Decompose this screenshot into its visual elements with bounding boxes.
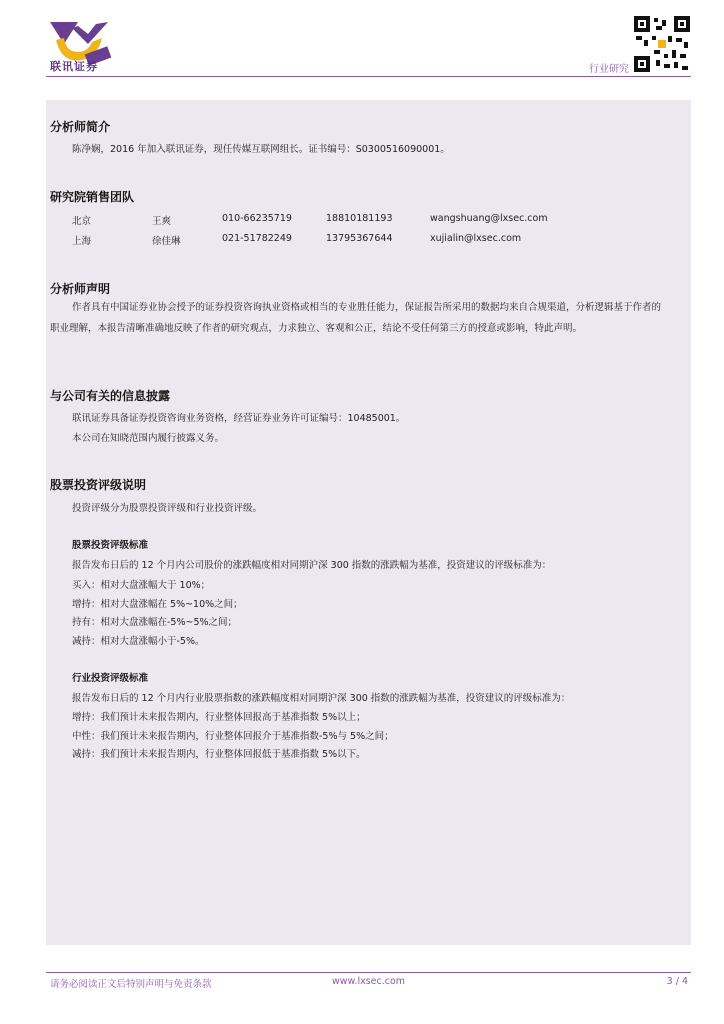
sales-phone: 021-51782249 [222, 233, 292, 244]
header-divider [46, 76, 691, 77]
sales-phone: 010-66235719 [222, 213, 292, 224]
sales-mobile: 13795367644 [326, 233, 393, 244]
stock-rating-line: 持有：相对大盘涨幅在-5%~5%之间； [72, 617, 238, 628]
sales-name: 徐佳琳 [152, 236, 181, 247]
page-number: 3 / 4 [666, 976, 688, 987]
sales-mobile: 18810181193 [326, 213, 393, 224]
section-tag: 行业研究 [589, 64, 629, 75]
page-header [0, 0, 724, 80]
disclosure-line: 联讯证券具备证券投资咨询业务资格，经营证券业务许可证编号：10485001。 [72, 413, 406, 424]
sales-city: 北京 [72, 216, 92, 227]
qr-code-icon [634, 16, 690, 72]
analyst-intro-heading: 分析师简介 [50, 120, 111, 134]
rating-heading: 股票投资评级说明 [50, 478, 147, 492]
stock-rating-line: 报告发布日后的 12 个月内公司股价的涨跌幅度相对同期沪深 300 指数的涨跌幅为基准，投资建议的评级标准为： [72, 560, 552, 571]
sales-team-heading: 研究院销售团队 [50, 190, 135, 204]
stock-rating-line: 增持：相对大盘涨幅在 5%~10%之间； [72, 599, 243, 610]
analyst-statement-text: 作者具有中国证券业协会授予的证券投资咨询执业资格或相当的专业胜任能力，保证报告所采用的数据均来自合规渠道，分析逻辑基于作者的职业理解，本报告清晰准确地反映了作者的研究观点，力求独立、客观和公正，结论不受任何第三方的授意或影响，特此声明。 [50, 302, 662, 334]
footer-divider [46, 972, 691, 973]
industry-rating-title: 行业投资评级标准 [72, 673, 149, 684]
sales-city: 上海 [72, 236, 92, 247]
logo-text: 联讯证券 [50, 60, 98, 73]
analyst-intro-text: 陈净娴，2016 年加入联讯证券，现任传媒互联网组长。证书编号：S0300516090001。 [72, 144, 450, 155]
rating-intro: 投资评级分为股票投资评级和行业投资评级。 [72, 503, 263, 514]
industry-rating-line: 报告发布日后的 12 个月内行业股票指数的涨跌幅度相对同期沪深 300 指数的涨跌幅为基准，投资建议的评级标准为： [72, 693, 571, 704]
sales-email: wangshuang@lxsec.com [430, 213, 548, 224]
content-panel [46, 100, 691, 945]
industry-rating-line: 减持：我们预计未来报告期内，行业整体回报低于基准指数 5%以下。 [72, 749, 366, 760]
disclosure-heading: 与公司有关的信息披露 [50, 389, 171, 403]
footer-website: www.lxsec.com [332, 976, 406, 987]
sales-email: xujialin@lxsec.com [430, 233, 522, 244]
stock-rating-title: 股票投资评级标准 [72, 540, 149, 551]
stock-rating-line: 减持：相对大盘涨幅小于-5%。 [72, 636, 205, 647]
disclosure-line: 本公司在知晓范围内履行披露义务。 [72, 433, 225, 444]
industry-rating-line: 增持：我们预计未来报告期内，行业整体回报高于基准指数 5%以上； [72, 712, 366, 723]
stock-rating-line: 买入：相对大盘涨幅大于 10%； [72, 580, 211, 591]
sales-name: 王爽 [152, 216, 172, 227]
footer-disclaimer: 请务必阅读正文后特别声明与免责条款 [50, 979, 212, 990]
analyst-statement-heading: 分析师声明 [50, 282, 111, 296]
industry-rating-line: 中性：我们预计未来报告期内，行业整体回报介于基准指数-5%与 5%之间； [72, 731, 394, 742]
